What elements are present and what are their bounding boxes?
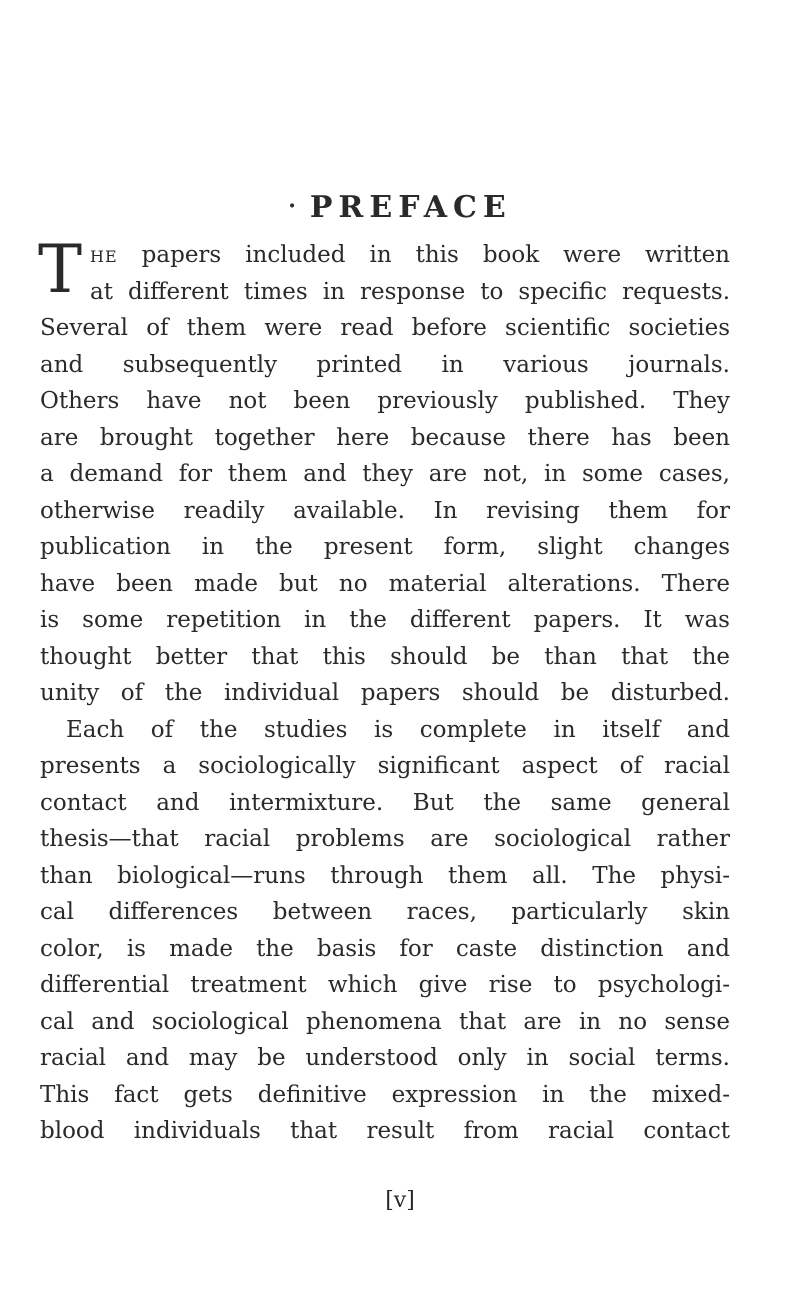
text-line: Others have not been previously published. They	[40, 388, 730, 414]
title-ornament-dot: ·	[288, 193, 296, 219]
text-line-content: papers included in this book were written	[117, 242, 730, 268]
text-line-paragraph-start: Each of the studies is complete in itself and	[66, 716, 730, 743]
text-line: are brought together here because there has been	[40, 424, 730, 451]
title-text: PREFACE	[309, 190, 512, 225]
text-line: have been made but no material alterations. There	[40, 570, 730, 597]
text-line: otherwise readily available. In revising them for	[40, 497, 730, 524]
text-line: contact and intermixture. But the same general	[40, 789, 730, 816]
text-line: and subsequently printed in various journals.	[40, 351, 730, 378]
text-line: a demand for them and they are not, in some cases,	[40, 461, 730, 487]
text-line: differential treatment which give rise to psychologi-	[40, 972, 730, 998]
text-line: blood individuals that result from racial contact	[40, 1118, 730, 1144]
text-line: cal differences between races, particularly skin	[40, 899, 730, 925]
small-caps-word: he	[90, 242, 118, 268]
text-line: thesis—that racial problems are sociological rather	[40, 826, 730, 852]
text-line: presents a sociologically significant aspect of racial	[40, 753, 730, 779]
text-line: Several of them were read before scientific societies	[40, 315, 730, 341]
text-line	[40, 237, 730, 274]
text-line: than biological—runs through them all. The physi-	[40, 862, 730, 889]
text-line: thought better that this should be than that the	[40, 643, 730, 670]
text-line: at different times in response to specific requests.	[90, 278, 730, 305]
text-line: cal and sociological phenomena that are in no sense	[40, 1008, 730, 1035]
page-number: [v]	[385, 1188, 415, 1213]
text-line: unity of the individual papers should be disturbed.	[40, 680, 730, 706]
text-line: color, is made the basis for caste distinction and	[40, 935, 730, 962]
text-line: This fact gets definitive expression in the mixed-	[40, 1081, 730, 1108]
drop-cap: T	[38, 231, 83, 308]
text-line: racial and may be understood only in social terms.	[40, 1045, 730, 1071]
text-line: is some repetition in the different papers. It was	[40, 607, 730, 633]
page-title	[0, 186, 800, 228]
text-line: publication in the present form, slight changes	[40, 534, 730, 560]
preface-body	[38, 231, 730, 1150]
